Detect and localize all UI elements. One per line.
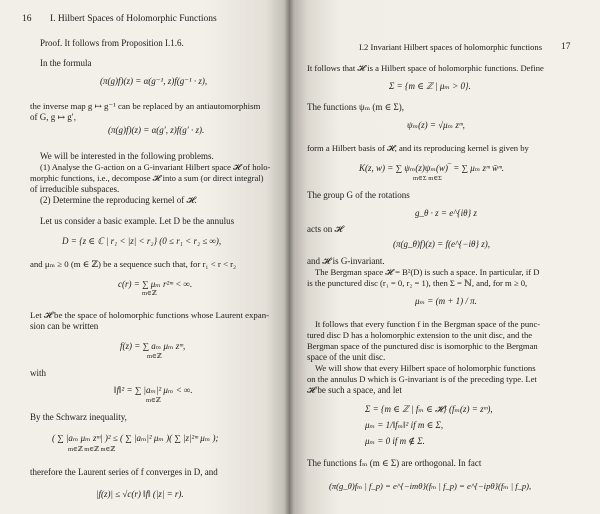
equation-line: μₘ = 1/‖fₘ‖² if m ∈ Σ, (365, 420, 444, 430)
text-line: We will be interested in the following problems. (40, 151, 214, 161)
text-line: of irreducible subspaces. (30, 184, 120, 194)
text-line: The group G of the rotations (307, 190, 410, 200)
sum-index: m∈Σ m∈Σ (413, 175, 442, 182)
right-page-number: 17 (561, 42, 571, 52)
text-line: acts on 𝓗 (307, 224, 343, 234)
text-line: The functions ψₘ (m ∈ Σ), (307, 102, 405, 112)
text-line: with (30, 368, 47, 378)
text-line: The functions fₘ (m ∈ Σ) are orthogonal. In fact (307, 458, 482, 468)
book-gutter (284, 0, 294, 514)
text-line: and μₘ ≥ 0 (m ∈ ℤ) be a sequence such that, for r₁ < r < r₂ (30, 259, 237, 269)
text-line: is the punctured disc (r₁ = 0, r₂ = 1), then Σ = ℕ, and, for m ≥ 0, (307, 278, 528, 288)
equation-line: μₘ = 0 if m ∉ Σ. (365, 436, 425, 446)
equation-line: Σ = {m ∈ ℤ | fₘ ∈ 𝓗} (fₘ(z) = zᵐ), (365, 404, 493, 414)
equation-line: (π(g)f)(z) = α(g⁻¹, z)f(g⁻¹ · z), (100, 76, 208, 86)
equation-line: ‖f‖² = ∑ |aₘ|² μₘ < ∞. (114, 385, 193, 395)
right-page (289, 0, 600, 514)
text-line: of G, g ↦ g′, (30, 112, 77, 122)
text-line: Let 𝓗 be the space of holomorphic functions whose Laurent expan- (30, 310, 270, 320)
sum-index: m∈ℤ (146, 397, 161, 404)
text-line: sion can be written (30, 321, 99, 331)
text-line: We will show that every Hilbert space of holomorphic functions (315, 363, 536, 373)
equation-line: D = {z ∈ ℂ | r₁ < |z| < r₂} (0 ≤ r₁ < r₂ ≤ ∞), (62, 236, 222, 246)
text-line: Let us consider a basic example. Let D be the annulus (40, 216, 235, 226)
equation-line: ( ∑ |aₘ μₘ zᵐ| )² ≤ ( ∑ |aₘ|² μₘ )( ∑ |z|²ᵐ μₘ ); (52, 433, 219, 443)
left-running-head: I. Hilbert Spaces of Holomorphic Functions (50, 14, 217, 24)
equation-line: (π(g_θ)f)(z) = f(e^{−iθ} z), (393, 239, 490, 249)
sum-index: m∈ℤ m∈ℤ m∈ℤ (68, 446, 116, 453)
text-line: on the annulus D which is G-invariant is of the preceding type. Let (307, 374, 537, 384)
equation-line: (π(g_θ)fₘ | f_p) = e^{−imθ}(fₘ | f_p) = e^{−ipθ}(fₘ | f_p), (329, 481, 532, 491)
text-line: The Bergman space 𝓗 = B²(D) is such a space. In particular, if D (315, 267, 540, 277)
text-line: In the formula (40, 58, 92, 68)
equation-line: c(r) = ∑ μₘ r²ᵐ < ∞. (118, 279, 193, 289)
sum-index: m∈ℤ (147, 353, 162, 360)
equation-line: K(z, w) = ∑ ψₘ(z)ψₘ(w)‾ = ∑ μₘ zᵐ w̄ᵐ. (359, 163, 504, 173)
left-page (0, 0, 289, 514)
equation-line: Σ = {m ∈ ℤ | μₘ > 0}. (389, 81, 471, 91)
text-line: (1) Analyse the G-action on a G-invariant Hilbert space 𝓗 of holo- (40, 162, 271, 172)
text-line: (2) Determine the reproducing kernel of 𝓗. (40, 195, 197, 205)
equation-line: |f(z)| ≤ √c(r) ‖f‖ (|z| = r). (96, 489, 184, 499)
text-line: It follows that 𝓗 is a Hilbert space of holomorphic functions. Define (307, 63, 544, 73)
text-line: tured disc D has a holomorphic extension to the unit disc, and the (307, 330, 533, 340)
equation-line: f(z) = ∑ aₘ μₘ zᵐ, (120, 341, 186, 351)
text-line: form a Hilbert basis of 𝓗, and its reproducing kernel is given by (307, 143, 529, 153)
text-line: space of the unit disc. (307, 352, 386, 362)
text-line: and 𝓗 is G-invariant. (307, 256, 385, 266)
text-line: morphic functions, i.e., decompose 𝓗 into a sum (or direct integral) (30, 173, 264, 183)
right-running-head: I.2 Invariant Hilbert spaces of holomorphic functions (359, 42, 543, 52)
equation-line: μₘ = (m + 1) / π. (415, 296, 477, 306)
text-line: It follows that every function f in the Bergman space of the punc- (315, 319, 541, 329)
equation-line: (π(g)f)(z) = α(g′, z)f(g′ · z). (108, 125, 205, 135)
text-line: By the Schwarz inequality, (30, 412, 127, 422)
equation-line: g_θ · z = e^{iθ} z (415, 208, 477, 218)
text-line: Bergman space of the punctured disc is isomorphic to the Bergman (307, 341, 538, 351)
text-line: the inverse map g ↦ g⁻¹ can be replaced by an antiautomorphism (30, 101, 261, 111)
text-line: 𝓗 be such a space, and let (307, 385, 402, 395)
sum-index: m∈ℤ (142, 290, 157, 297)
left-page-number: 16 (22, 14, 32, 24)
proof-line: Proof. It follows from Proposition I.1.6. (40, 38, 184, 48)
equation-line: ψₘ(z) = √μₘ zᵐ, (407, 120, 465, 130)
text-line: therefore the Laurent series of f converges in D, and (30, 467, 218, 477)
